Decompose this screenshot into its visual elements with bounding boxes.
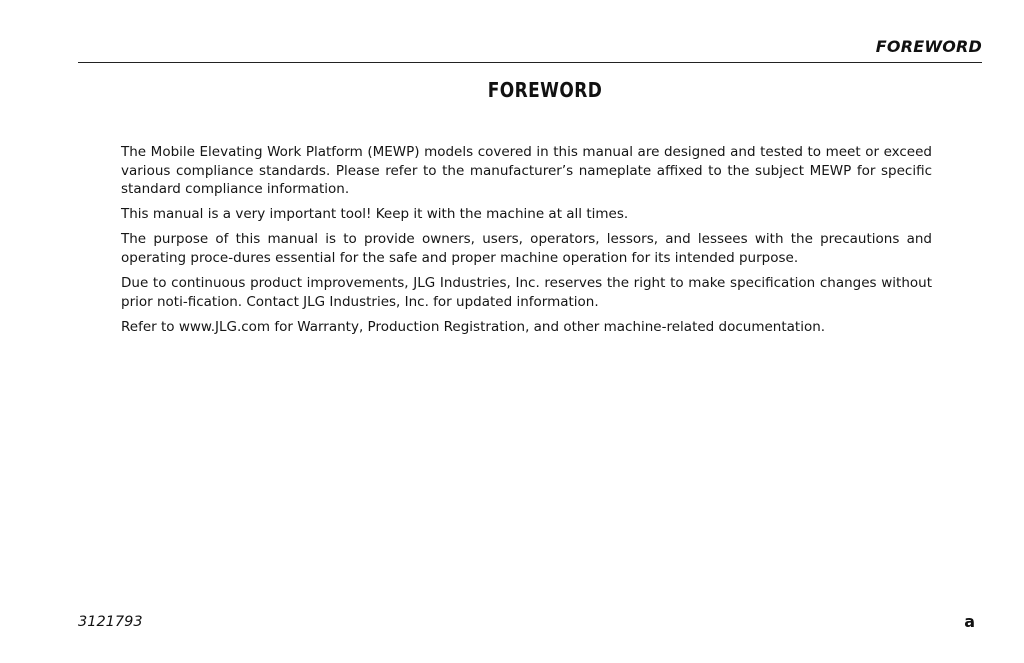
running-header-title: FOREWORD [875, 37, 982, 56]
paragraph-purpose: The purpose of this manual is to provide owners, users, operators, lessors, and lessees with the precautions and operating proce-dures essential for the safe and proper machine operation for its intended purpose. [121, 231, 932, 266]
footer-document-number: 3121793 [78, 614, 143, 630]
paragraph-product-improvements: Due to continuous product improvements, JLG Industries, Inc. reserves the right to make specification changes without prior noti-fication. Contact JLG Industries, Inc. for updated information. [121, 275, 932, 310]
paragraph-keep-manual: This manual is a very important tool! Keep it with the machine at all times. [121, 206, 629, 223]
footer-page-number: a [964, 612, 975, 631]
page-title: FOREWORD [487, 78, 603, 102]
foreword-body [121, 143, 932, 343]
paragraph-website-reference: Refer to www.JLG.com for Warranty, Production Registration, and other machine-related documentation. [121, 318, 826, 335]
paragraph-compliance: The Mobile Elevating Work Platform (MEWP) models covered in this manual are designed and tested to meet or exceed various compliance standards. Please refer to the manufacturer’s nameplate affixed to the subject MEWP for specific standard compliance information. [121, 144, 932, 198]
header-divider [78, 62, 982, 63]
